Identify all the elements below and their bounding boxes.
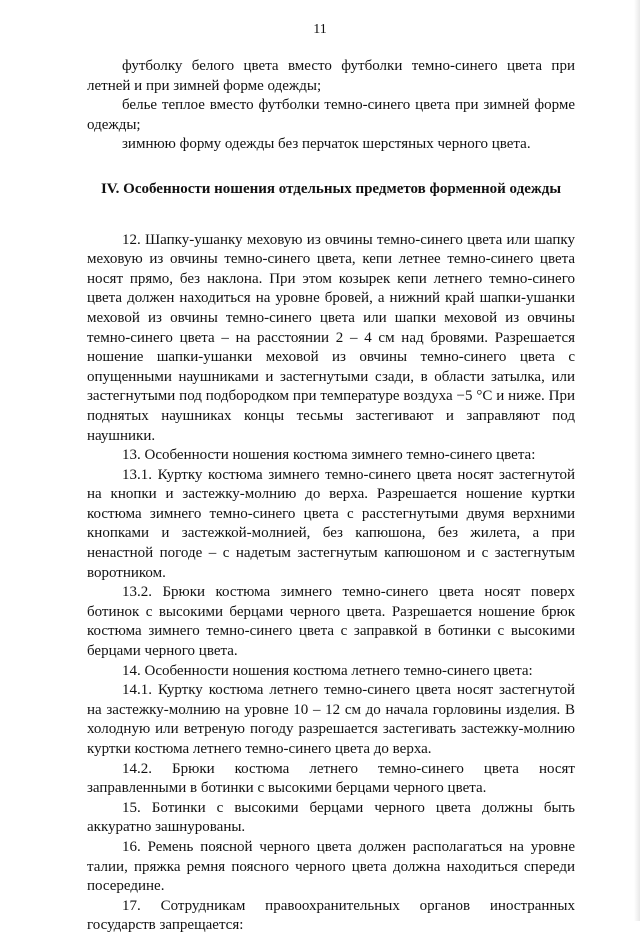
- paragraph-12: 12. Шапку-ушанку меховую из овчины темно-синего цвета или шапку меховую из овчины темно-синего цвета, кепи летнее темно-синего цвета носят прямо, без наклона. При этом козырек кепи летнего темно-синего цвета должен находиться на уровне бровей, а нижний край шапки-ушанки меховой из овчины темно-синего цвета или шапки меховой из овчины темно-синего цвета – на расстоянии 2 – 4 см над бровями. Разрешается ношение шапки-ушанки меховой из овчины темно-синего цвета с опущенными наушниками и застегнутыми сзади, в области затылка, или застегнутыми под подбородком при температуре воздуха −5 °С и ниже. При поднятых наушниках концы тесьмы застегивают и заправляют под наушники.: [87, 231, 575, 444]
- paragraph-16: 16. Ремень поясной черного цвета должен располагаться на уровне талии, пряжка ремня поясного черного цвета должна находиться спереди посередине.: [87, 838, 575, 895]
- paragraph-13-1: 13.1. Куртку костюма зимнего темно-синего цвета носят застегнутой на кнопки и застежку-молнию до верха. Разрешается ношение куртки костюма зимнего темно-синего цвета с расстегнутыми двумя верхними кнопками и застежкой-молнией, без капюшона, без жилета, а при ненастной погоде – с надетым застегнутым капюшоном и с застегнутым воротником.: [87, 466, 575, 581]
- paragraph-14: 14. Особенности ношения костюма летнего темно-синего цвета:: [122, 662, 533, 679]
- paragraph-17: 17. Сотрудникам правоохранительных органов иностранных государств запрещается:: [87, 897, 575, 934]
- paragraph: белье теплое вместо футболки темно-синего цвета при зимней форме одежды;: [87, 97, 575, 133]
- paragraph-13-2: 13.2. Брюки костюма зимнего темно-синего цвета носят поверх ботинок с высокими берцами черного цвета. Разрешается ношение брюк костюма зимнего темно-синего цвета с заправкой в ботинки с высокими берцами черного цвета.: [87, 584, 575, 660]
- paragraph: зимнюю форму одежды без перчаток шерстяных черного цвета.: [122, 136, 531, 153]
- scan-edge-shadow: [634, 0, 640, 921]
- paragraph-13: 13. Особенности ношения костюма зимнего темно-синего цвета:: [122, 447, 536, 464]
- paragraph-15: 15. Ботинки с высокими берцами черного цвета должны быть аккуратно зашнурованы.: [87, 799, 575, 836]
- paragraph-14-2: 14.2. Брюки костюма летнего темно-синего цвета носят заправленными в ботинки с высокими берцами черного цвета.: [87, 760, 575, 797]
- paragraph: футболку белого цвета вместо футболки темно-синего цвета при летней и при зимней форме одежды;: [87, 58, 575, 94]
- document-body: [87, 57, 575, 936]
- section-heading: IV. Особенности ношения отдельных предметов форменной одежды: [100, 180, 562, 197]
- page-number: 11: [313, 22, 327, 37]
- paragraph-14-1: 14.1. Куртку костюма летнего темно-синего цвета носят застегнутой на застежку-молнию на уровне 10 – 12 см до начала горловины изделия. В холодную или ветреную погоду разрешается застегивать застежку-молнию куртки костюма летнего темно-синего цвета до верха.: [87, 682, 575, 757]
